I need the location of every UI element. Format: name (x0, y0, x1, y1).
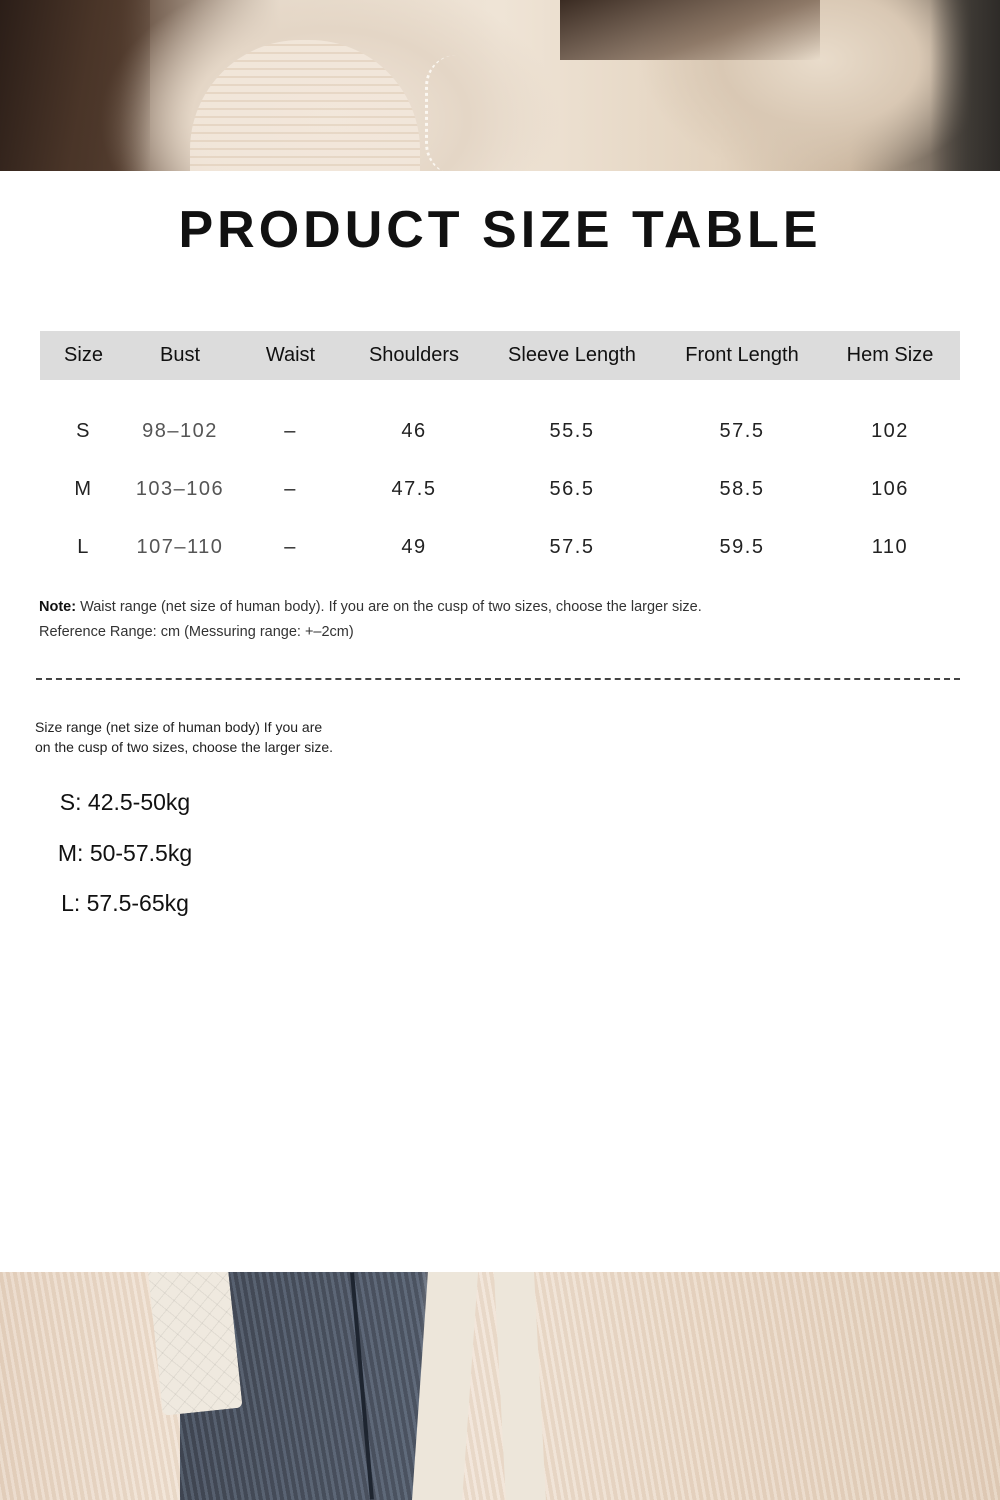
cell-hem-size: 106 (871, 477, 909, 500)
weight-m: M: 50-57.5kg (57, 840, 193, 866)
lace-collar (190, 40, 420, 171)
table-spacer (40, 380, 960, 402)
header-shoulders: Shoulders (348, 331, 480, 380)
header-hem-size: Hem Size (820, 331, 960, 380)
table-row (40, 402, 960, 460)
page-title: PRODUCT SIZE TABLE (178, 201, 822, 259)
cell-sleeve-length: 57.5 (549, 535, 595, 558)
note-line (39, 595, 702, 620)
table-row (40, 518, 960, 576)
dashed-divider (36, 678, 960, 680)
weight-s: S: 42.5-50kg (59, 789, 191, 815)
size-range-description (35, 717, 395, 757)
cell-size: M (74, 477, 93, 500)
table-row (40, 460, 960, 518)
cell-size: L (77, 535, 90, 558)
cell-front-length: 58.5 (719, 477, 765, 500)
background-edge (930, 0, 1000, 171)
size-note (39, 595, 702, 645)
cell-sleeve-length: 56.5 (549, 477, 595, 500)
range-line-1: Size range (net size of human body) If you are (35, 719, 323, 735)
cell-hem-size: 102 (871, 419, 909, 442)
pearl-necklace (425, 55, 488, 171)
hair-shape (0, 0, 150, 171)
cell-sleeve-length: 55.5 (549, 419, 595, 442)
cell-bust: 98–102 (142, 419, 218, 442)
cell-waist: – (284, 535, 297, 558)
header-waist: Waist (233, 331, 348, 380)
header-size: Size (40, 331, 127, 380)
quilted-strap (147, 1272, 242, 1416)
reference-range: Reference Range: cm (Messuring range: +–2cm) (39, 624, 354, 640)
note-text: Waist range (net size of human body). If you are on the cusp of two sizes, choose the larger size. (80, 599, 702, 615)
range-line-2: on the cusp of two sizes, choose the larger size. (35, 739, 334, 755)
cell-bust: 107–110 (136, 535, 224, 558)
cell-waist: – (284, 477, 297, 500)
cell-shoulders: 47.5 (391, 477, 437, 500)
note-label: Note: (39, 599, 77, 615)
cell-hem-size: 110 (871, 535, 909, 558)
top-product-photo (0, 0, 1000, 171)
cell-shoulders: 46 (401, 419, 427, 442)
cell-front-length: 59.5 (719, 535, 765, 558)
cell-size: S (76, 419, 91, 442)
table-header-row (40, 331, 960, 380)
header-sleeve-length: Sleeve Length (480, 331, 664, 380)
cell-front-length: 57.5 (719, 419, 765, 442)
cell-waist: – (284, 419, 297, 442)
header-front-length: Front Length (664, 331, 820, 380)
bottom-product-photo (0, 1272, 1000, 1500)
cell-shoulders: 49 (401, 535, 427, 558)
cell-bust: 103–106 (135, 477, 225, 500)
hair-shape-right (560, 0, 820, 60)
size-table (40, 331, 960, 576)
header-bust: Bust (127, 331, 233, 380)
weight-l: L: 57.5-65kg (61, 890, 189, 916)
